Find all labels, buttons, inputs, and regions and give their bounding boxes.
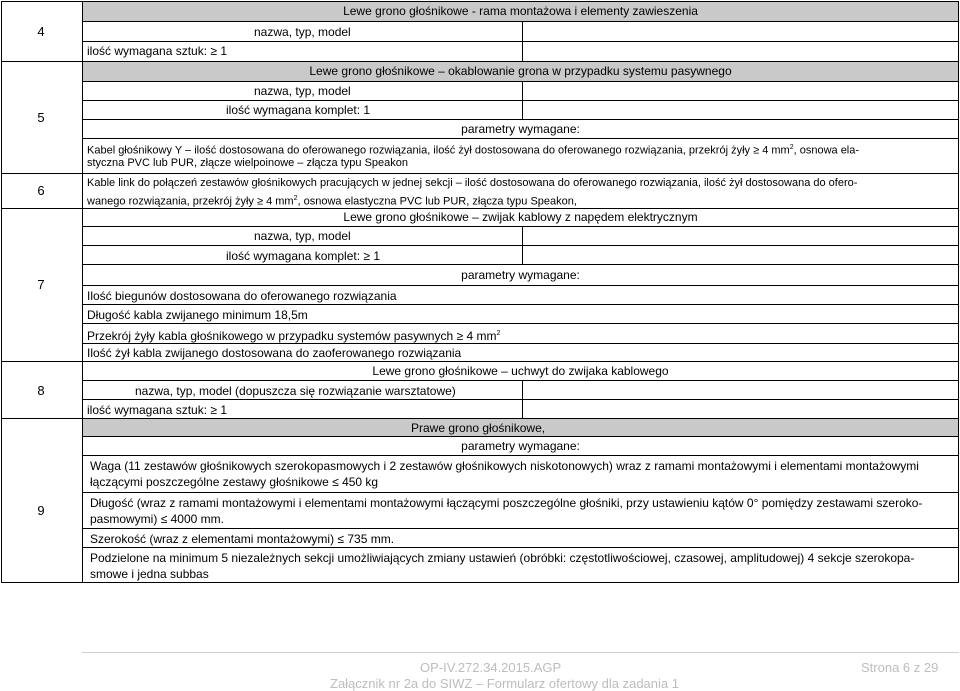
row-number-9: 9: [37, 503, 45, 518]
row7-title: Lewe grono głośnikowe – zwijak kablowy z napędem elektrycznym: [343, 210, 698, 224]
row4-name-label: nazwa, typ, model: [254, 25, 351, 39]
row8-name-label: nazwa, typ, model (dopuszcza się rozwiązanie warsztatowe): [135, 384, 456, 398]
row9-param2-line2: pasmowymi) ≤ 4000 mm.: [90, 512, 224, 526]
row8-title: Lewe grono głośnikowe – uchwyt do zwijaka kablowego: [372, 364, 669, 378]
row7-params-label: parametry wymagane:: [461, 268, 580, 282]
footer-reference: OP-IV.272.34.2015.AGP: [420, 660, 562, 675]
row4-qty: ilość wymagana sztuk: ≥ 1: [87, 44, 228, 58]
row5-param-line2: styczna PVC lub PUR, złącze wielpoinowe – złącza typu Speakon: [87, 157, 408, 169]
row9-param1-line1: Waga (11 zestawów głośnikowych szerokopasmowych i 2 zestawów głośnikowych niskotonowych) wraz z ramami montażowymi i elementami montażowymi: [90, 459, 919, 473]
row5-name-label: nazwa, typ, model: [254, 84, 351, 98]
row7-name-label: nazwa, typ, model: [254, 229, 351, 243]
row9-param2-line1: Długość (wraz z ramami montażowymi i elementami montażowymi łączącymi poszczególne głośniki, przy ustawieniu kątów 0° pomiędzy zestawami szeroko-: [90, 496, 923, 510]
row9-param4-line2: smowe i jedna subbas: [90, 567, 209, 581]
row9-param4-line1: Podzielone na minimum 5 niezależnych sekcji umożliwiających zmiany ustawień (obróbki: częstotliwościowej, czasowej, amplitudowej) 4 sekcje szerokopa-: [90, 551, 915, 565]
row5-params-label: parametry wymagane:: [461, 122, 580, 136]
row6-line2: wanego rozwiązania, przekrój żyły ≥ 4 $mm^2$, osnowa elastyczna PVC lub PUR, złącza typu Speakon,: [87, 195, 577, 208]
row-number-6: 6: [37, 183, 45, 198]
row7-item-4: Ilość żył kabla zwijanego dostosowana do zaoferowanego rozwiązania: [87, 346, 462, 360]
footer-divider: [82, 652, 959, 653]
row7-item-1: Ilość biegunów dostosowana do oferowanego rozwiązania: [87, 289, 397, 303]
row7-item-2: Długość kabla zwijanego minimum 18,5m: [87, 308, 308, 322]
row7-qty: ilość wymagana komplet: ≥ 1: [226, 249, 381, 263]
row9-param1-line2: łączącymi poszczególne zestawy głośnikowe ≤ 450 kg: [90, 475, 379, 489]
row4-title: Lewe grono głośnikowe - rama montażowa i elementy zawieszenia: [343, 4, 698, 18]
footer-attachment: Załącznik nr 2a do SIWZ – Formularz ofertowy dla zadania 1: [330, 676, 679, 691]
row5-param-line1: Kabel głośnikowy Y – ilość dostosowana do oferowanego rozwiązania, ilość żył dostosowana do oferowanego rozwiązania, przekrój żyły ≥ 4 $mm^2$, osnowa ela-: [87, 144, 860, 157]
row7-item-3: Przekrój żyły kabla głośnikowego w przypadku systemów pasywnych ≥ 4 $mm^2$: [87, 329, 501, 343]
row9-param3: Szerokość (wraz z elementami montażowymi) ≤ 735 mm.: [90, 532, 395, 546]
row6-line1: Kable link do połączeń zestawów głośnikowych pracujących w jednej sekcji – ilość dostosowana do oferowanego rozwiązania, ilość żył dostosowana do ofero-: [87, 177, 858, 189]
row5-qty: ilość wymagana komplet: 1: [226, 103, 371, 117]
row-number-5: 5: [37, 110, 45, 125]
row9-params-label: parametry wymagane:: [461, 439, 580, 453]
footer-page-number: Strona 6 z 29: [861, 660, 939, 675]
row5-title: Lewe grono głośnikowe – okablowanie grona w przypadku systemu pasywnego: [309, 64, 732, 78]
row8-qty: ilość wymagana sztuk: ≥ 1: [87, 403, 228, 417]
row9-title: Prawe grono głośnikowe,: [411, 421, 546, 435]
row-number-7: 7: [37, 277, 45, 292]
row-number-8: 8: [37, 383, 45, 398]
row-number-4: 4: [37, 24, 45, 39]
